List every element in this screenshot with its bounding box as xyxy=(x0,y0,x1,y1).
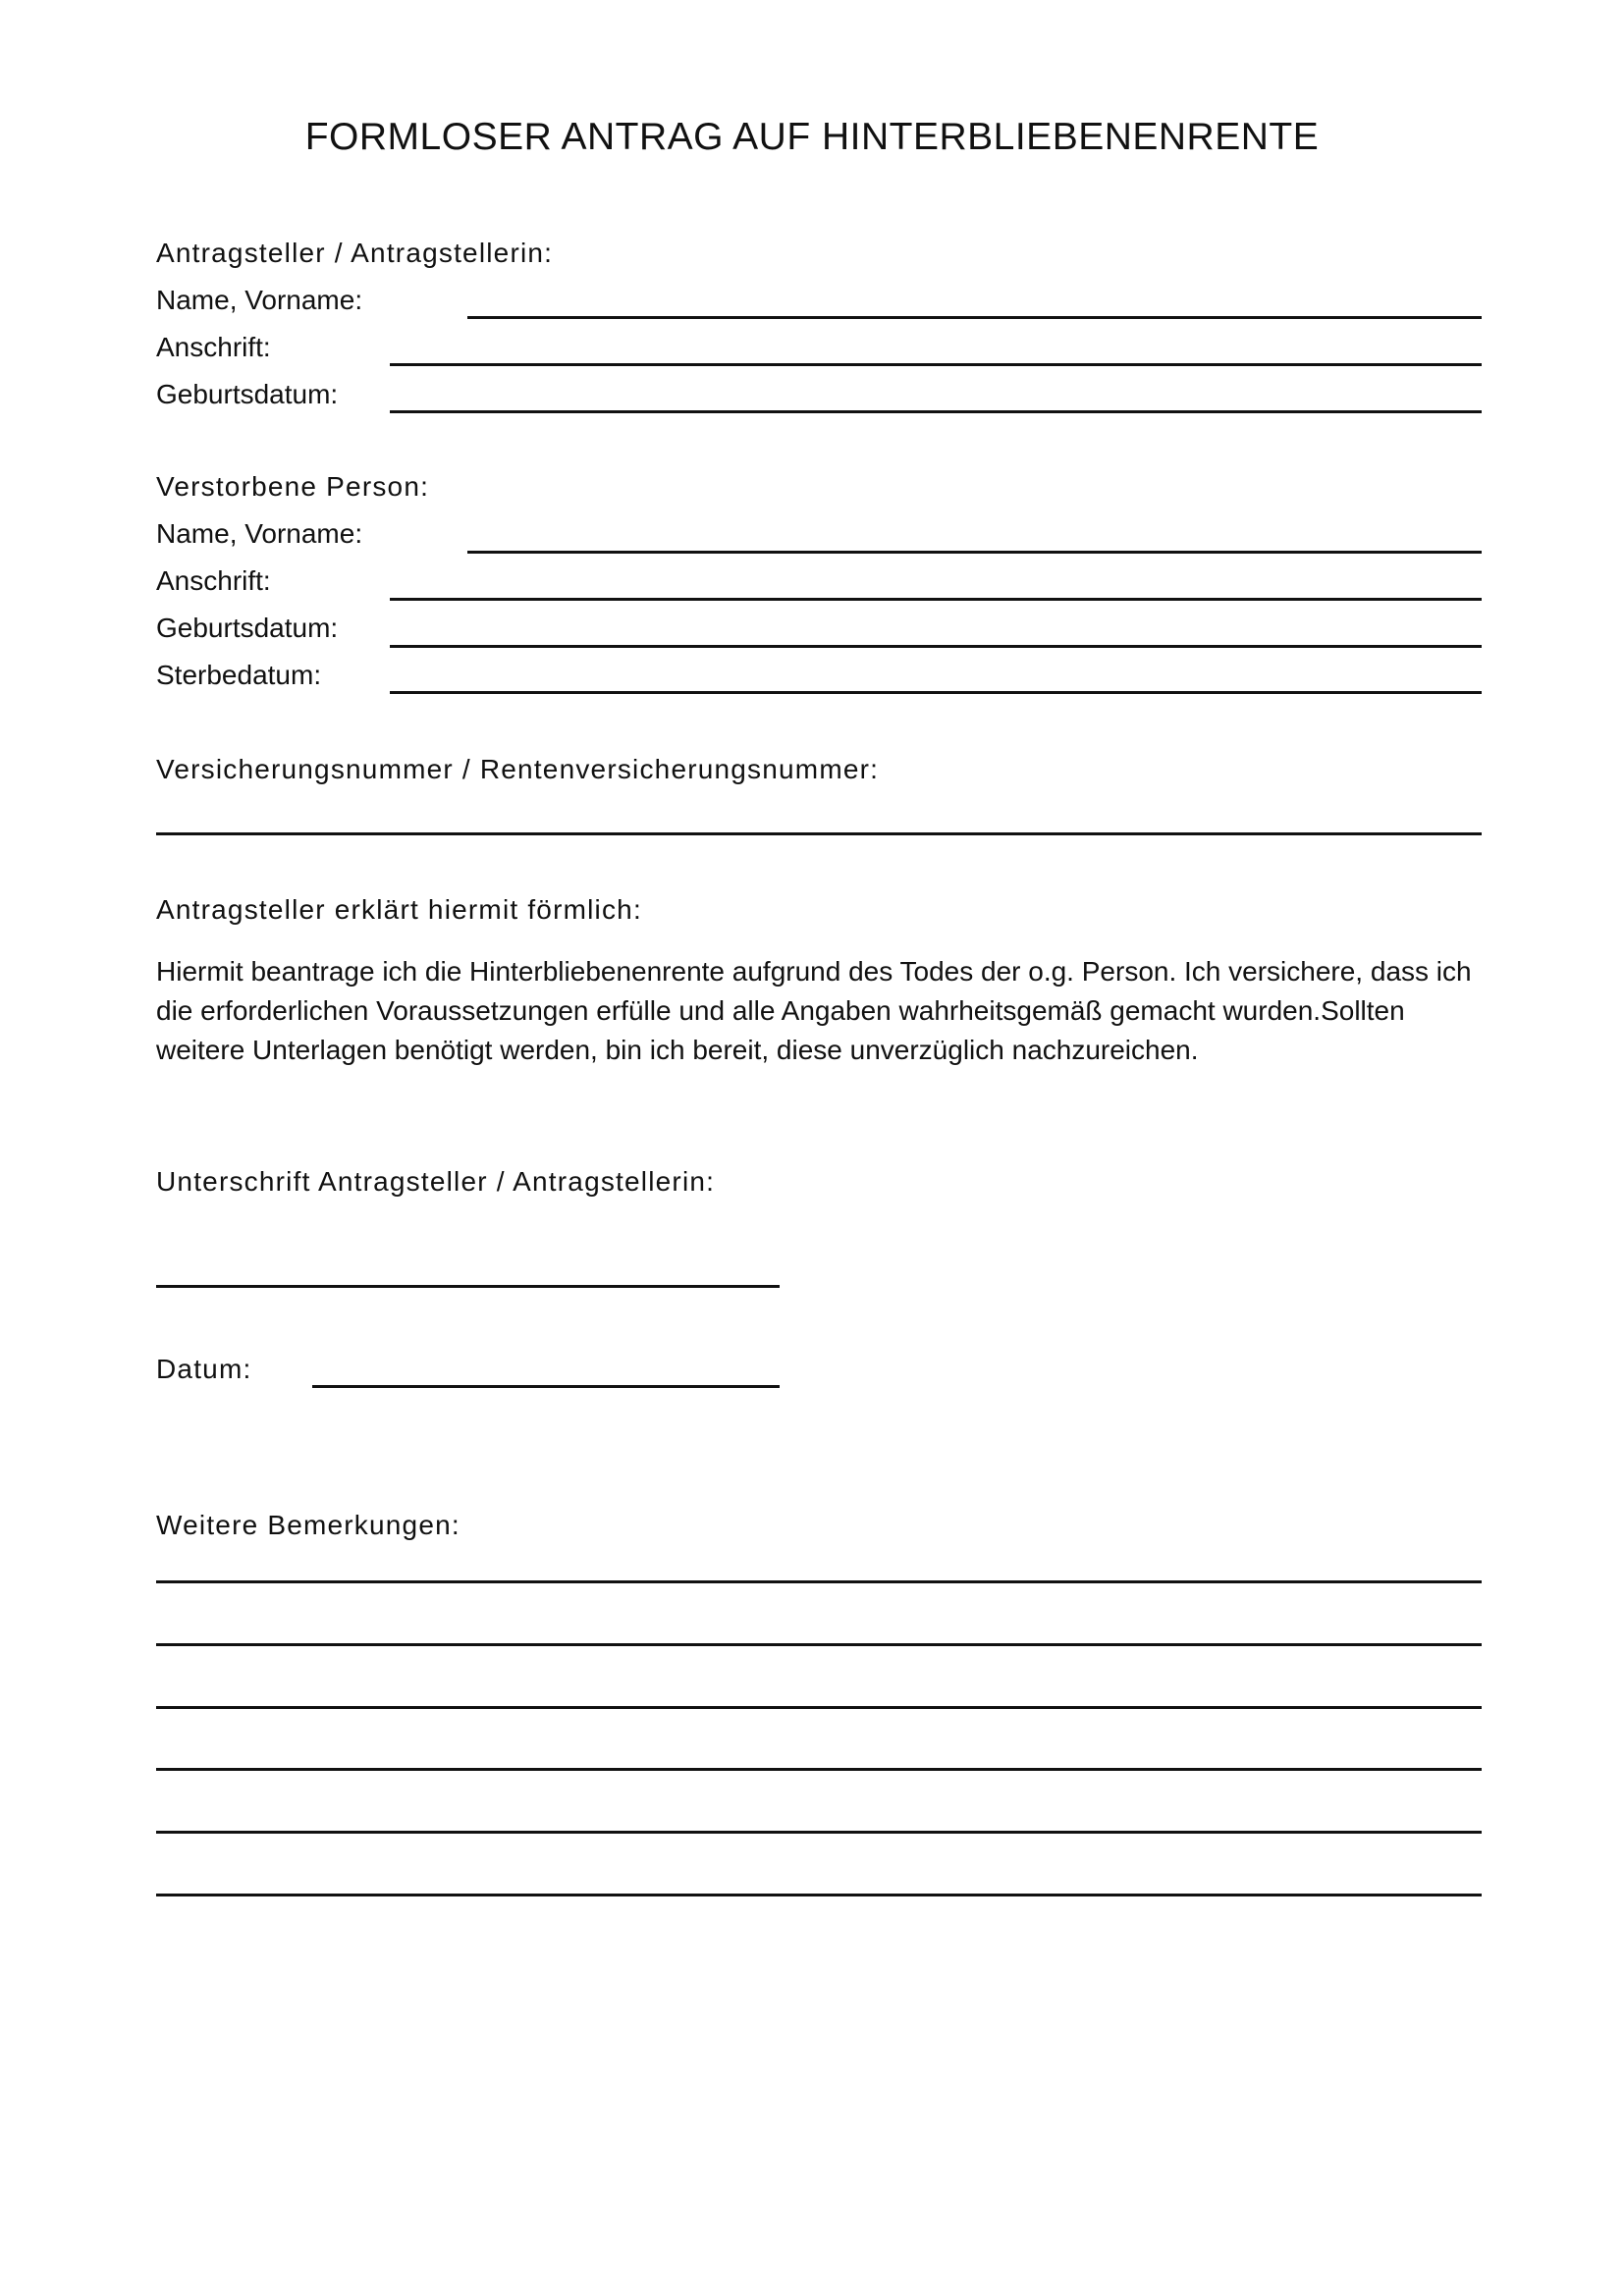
remarks-heading: Weitere Bemerkungen: xyxy=(156,1510,460,1540)
remarks-line[interactable] xyxy=(156,1831,1482,1834)
applicant-name-label: Name, Vorname: xyxy=(156,285,363,315)
deceased-birthdate-field[interactable] xyxy=(390,645,1482,648)
remarks-line[interactable] xyxy=(156,1643,1482,1646)
declaration-heading: Antragsteller erklärt hiermit förmlich: xyxy=(156,894,642,925)
declaration-line: Hiermit beantrage ich die Hinterbliebenenrente aufgrund des Todes der o.g. Person. Ich versichere, dass ich xyxy=(156,956,1472,987)
deceased-name-label: Name, Vorname: xyxy=(156,518,363,549)
deceased-birthdate-label: Geburtsdatum: xyxy=(156,613,339,643)
deceased-deathdate-label: Sterbedatum: xyxy=(156,660,322,690)
declaration-text xyxy=(156,952,1491,1070)
deceased-address-field[interactable] xyxy=(390,598,1482,601)
remarks-line[interactable] xyxy=(156,1706,1482,1709)
declaration-line: die erforderlichen Voraussetzungen erfülle und alle Angaben wahrheitsgemäß gemacht wurden.Sollten xyxy=(156,995,1405,1026)
page-title: FORMLOSER ANTRAG AUF HINTERBLIEBENENRENTE xyxy=(304,116,1320,158)
deceased-address-label: Anschrift: xyxy=(156,565,271,596)
remarks-line[interactable] xyxy=(156,1894,1482,1896)
insurance-number-field[interactable] xyxy=(156,832,1482,835)
date-field[interactable] xyxy=(312,1385,780,1388)
signature-field[interactable] xyxy=(156,1285,780,1288)
deceased-name-field[interactable] xyxy=(467,551,1482,554)
applicant-address-label: Anschrift: xyxy=(156,332,271,362)
remarks-line[interactable] xyxy=(156,1580,1482,1583)
signature-heading: Unterschrift Antragsteller / Antragstellerin: xyxy=(156,1166,716,1197)
insurance-number-heading: Versicherungsnummer / Rentenversicherungsnummer: xyxy=(156,754,880,784)
date-label: Datum: xyxy=(156,1354,252,1384)
declaration-line: weitere Unterlagen benötigt werden, bin ich bereit, diese unverzüglich nachzureichen. xyxy=(156,1035,1199,1065)
applicant-heading: Antragsteller / Antragstellerin: xyxy=(156,238,554,268)
deceased-heading: Verstorbene Person: xyxy=(156,471,430,502)
remarks-line[interactable] xyxy=(156,1768,1482,1771)
applicant-name-field[interactable] xyxy=(467,316,1482,319)
deceased-deathdate-field[interactable] xyxy=(390,691,1482,694)
applicant-birthdate-label: Geburtsdatum: xyxy=(156,379,339,409)
applicant-birthdate-field[interactable] xyxy=(390,410,1482,413)
applicant-address-field[interactable] xyxy=(390,363,1482,366)
